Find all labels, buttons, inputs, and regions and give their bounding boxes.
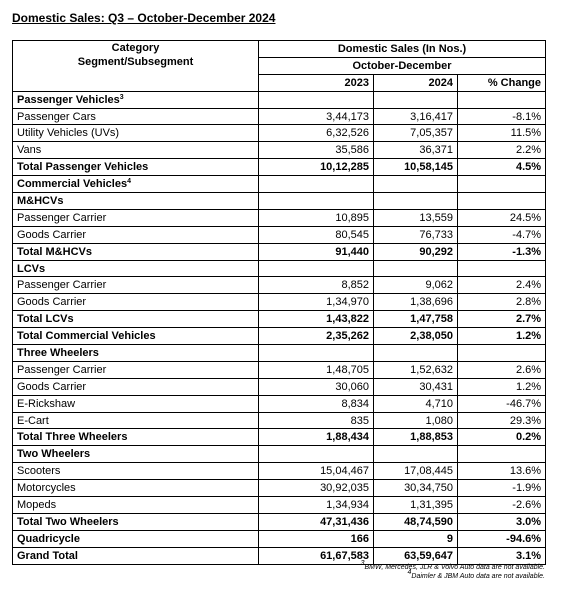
value-2024: 30,431 [374,378,458,395]
row-label [13,311,259,328]
value-2023: 3,44,173 [259,108,374,125]
row-label [13,226,259,243]
page-title: Domestic Sales: Q3 – October-December 2024 [12,11,276,25]
table-row [13,446,546,463]
footnote-marker: 3 [119,93,124,101]
row-label [13,193,259,210]
percent-change: 3.0% [458,513,546,530]
table-row [13,260,546,277]
category-header-line2: Segment/Subsegment [77,56,194,68]
row-label [13,260,259,277]
table-row [13,361,546,378]
value-2023: 10,895 [259,209,374,226]
value-2023: 1,48,705 [259,361,374,378]
percent-change: 1.2% [458,328,546,345]
value-2023: 35,586 [259,142,374,159]
row-label-text: Total Commercial Vehicles [17,330,156,343]
row-label [13,176,259,193]
percent-change: 1.2% [458,378,546,395]
row-label-text: Vans [17,144,42,157]
row-label-text: Passenger Cars [17,110,96,123]
row-label-text: Total Two Wheelers [17,515,119,528]
percent-change: 2.4% [458,277,546,294]
row-label [13,209,259,226]
row-label [13,243,259,260]
percent-change: -2.6% [458,497,546,514]
value-2023: 91,440 [259,243,374,260]
value-2023: 30,92,035 [259,480,374,497]
percent-change: -1.3% [458,243,546,260]
row-label [13,429,259,446]
value-2024: 1,88,853 [374,429,458,446]
table-row [13,480,546,497]
value-2024: 3,16,417 [374,108,458,125]
row-label [13,463,259,480]
table-row [13,159,546,176]
value-2024: 7,05,357 [374,125,458,142]
value-2024: 76,733 [374,226,458,243]
value-2023: 8,834 [259,395,374,412]
table-row [13,497,546,514]
row-label [13,497,259,514]
percent-change: -4.7% [458,226,546,243]
table-row [13,463,546,480]
percent-change: 3.1% [458,547,546,564]
row-label-text: Goods Carrier [17,380,87,393]
row-label-text: Total M&HCVs [17,245,92,258]
table-body [13,91,546,564]
value-2023: 8,852 [259,277,374,294]
value-2024: 63,59,647 [374,547,458,564]
table-row [13,294,546,311]
footnote [360,560,545,572]
row-label-text: Total Passenger Vehicles [17,161,149,174]
row-label [13,547,259,564]
table-row [13,91,546,108]
value-2023 [259,91,374,108]
category-header [13,41,259,92]
row-label-text: M&HCVs [17,194,64,207]
percent-change: 13.6% [458,463,546,480]
value-2023: 80,545 [259,226,374,243]
row-label [13,446,259,463]
value-2023: 30,060 [259,378,374,395]
table-header [13,41,546,92]
change-header: % Change [458,74,546,91]
value-2024 [374,193,458,210]
row-label-text: Mopeds [17,498,57,511]
percent-change: 11.5% [458,125,546,142]
value-2024: 48,74,590 [374,513,458,530]
row-label-text: Three Wheelers [17,346,99,359]
row-label [13,412,259,429]
table-row [13,193,546,210]
table-row [13,277,546,294]
row-label-text: Utility Vehicles (UVs) [17,127,120,140]
row-label [13,513,259,530]
table-row [13,513,546,530]
footnote-marker: 4 [127,178,131,186]
value-2024: 1,080 [374,412,458,429]
row-label [13,294,259,311]
row-label-text: E-Rickshaw [17,397,76,410]
table-row [13,142,546,159]
value-2023: 2,35,262 [259,328,374,345]
value-2024: 36,371 [374,142,458,159]
category-header-line1: Category [111,42,160,54]
value-2023: 1,88,434 [259,429,374,446]
value-2023 [259,446,374,463]
row-label-text: Total Three Wheelers [17,431,128,444]
value-2024: 17,08,445 [374,463,458,480]
percent-change [458,446,546,463]
value-2024: 10,58,145 [374,159,458,176]
year-2023-header: 2023 [259,74,374,91]
row-label-text: Passenger Carrier [17,279,107,292]
value-2024: 13,559 [374,209,458,226]
table-row [13,328,546,345]
row-label-text: Commercial Vehicles [17,178,128,191]
value-2023: 1,34,970 [259,294,374,311]
table-row [13,530,546,547]
table-row [13,395,546,412]
table-row [13,345,546,362]
row-label-text: Total LCVs [17,313,74,326]
value-2024: 1,31,395 [374,497,458,514]
value-2024: 30,34,750 [374,480,458,497]
value-2024: 9 [374,530,458,547]
value-2024 [374,345,458,362]
percent-change [458,176,546,193]
period-header: October-December [259,57,546,74]
value-2024: 4,710 [374,395,458,412]
percent-change: 24.5% [458,209,546,226]
footnotes [360,560,545,581]
row-label [13,91,259,108]
row-label [13,142,259,159]
table-row [13,209,546,226]
percent-change [458,91,546,108]
value-2024 [374,91,458,108]
value-2023: 1,34,934 [259,497,374,514]
value-2023: 15,04,467 [259,463,374,480]
table-row [13,412,546,429]
row-label [13,328,259,345]
row-label [13,345,259,362]
row-label [13,125,259,142]
footnote-text: BMW, Mercedes, JLR & Volvo Auto data are not available. [364,564,545,571]
value-2023: 10,12,285 [259,159,374,176]
value-2024: 1,52,632 [374,361,458,378]
percent-change: 2.6% [458,361,546,378]
value-2023: 166 [259,530,374,547]
row-label-text: Scooters [17,465,61,478]
percent-change: 0.2% [458,429,546,446]
percent-change: 2.7% [458,311,546,328]
table-row [13,311,546,328]
value-2023: 61,67,583 [259,547,374,564]
percent-change [458,345,546,362]
value-2023: 6,32,526 [259,125,374,142]
row-label [13,277,259,294]
value-2023 [259,260,374,277]
row-label [13,395,259,412]
footnote-marker: 4 [407,569,412,576]
row-label [13,480,259,497]
footnote-text: Daimler & JBM Auto data are not available. [411,573,545,580]
row-label-text: Quadricycle [17,532,80,545]
percent-change: 2.2% [458,142,546,159]
table-row [13,226,546,243]
percent-change [458,260,546,277]
percent-change: 2.8% [458,294,546,311]
domestic-sales-table [12,40,546,565]
row-label [13,361,259,378]
row-label-text: Passenger Carrier [17,363,107,376]
row-label-text: Motorcycles [17,482,76,495]
percent-change: 29.3% [458,412,546,429]
percent-change [458,193,546,210]
percent-change: -1.9% [458,480,546,497]
percent-change: -8.1% [458,108,546,125]
value-2024: 1,38,696 [374,294,458,311]
table-row [13,125,546,142]
row-label [13,378,259,395]
percent-change: -94.6% [458,530,546,547]
table-row [13,243,546,260]
row-label-text: E-Cart [17,414,49,427]
row-label [13,108,259,125]
domestic-sales-header: Domestic Sales (In Nos.) [259,41,546,58]
row-label-text: Goods Carrier [17,228,87,241]
value-2024: 2,38,050 [374,328,458,345]
row-label-text: LCVs [17,262,46,275]
value-2023 [259,193,374,210]
table-row [13,108,546,125]
table-row [13,176,546,193]
row-label-text: Passenger Carrier [17,211,107,224]
row-label-text: Goods Carrier [17,296,87,309]
value-2024 [374,176,458,193]
row-label [13,159,259,176]
row-label-text: Grand Total [17,549,78,562]
row-label-text: Passenger Vehicles [17,93,120,106]
percent-change: -46.7% [458,395,546,412]
value-2023: 835 [259,412,374,429]
value-2023 [259,176,374,193]
value-2023: 1,43,822 [259,311,374,328]
value-2024: 1,47,758 [374,311,458,328]
table-row [13,429,546,446]
value-2024: 90,292 [374,243,458,260]
value-2023 [259,345,374,362]
percent-change: 4.5% [458,159,546,176]
year-2024-header: 2024 [374,74,458,91]
value-2024 [374,260,458,277]
footnote [361,569,545,581]
row-label-text: Two Wheelers [17,448,91,461]
value-2024: 9,062 [374,277,458,294]
table-row [13,378,546,395]
row-label [13,530,259,547]
value-2024 [374,446,458,463]
table-row [13,547,546,564]
value-2023: 47,31,436 [259,513,374,530]
footnote-marker: 3 [360,560,365,567]
